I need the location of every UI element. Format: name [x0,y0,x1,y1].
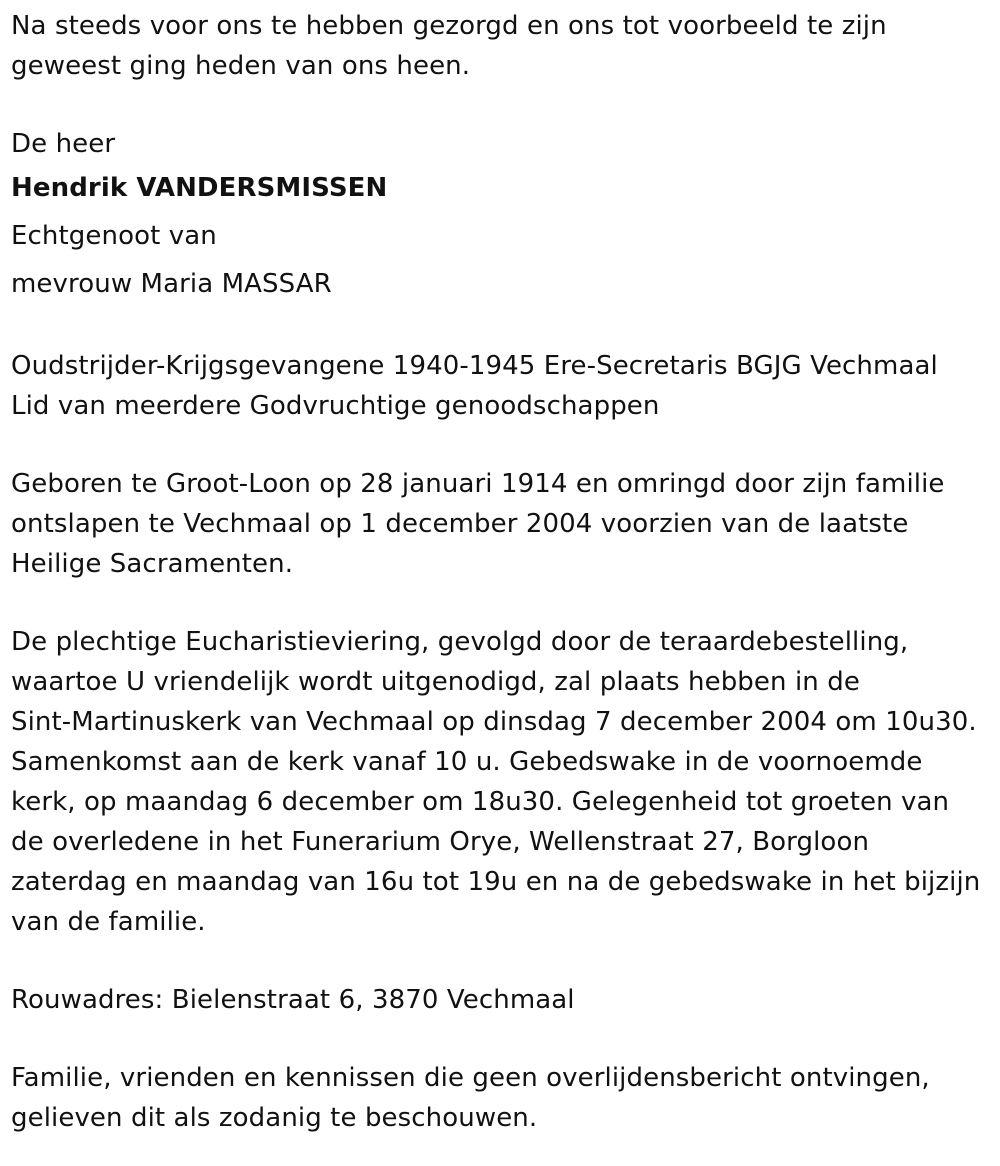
titles-paragraph [11,346,991,426]
ceremony-line: Sint-Martinuskerk van Vechmaal op dinsdag 7 december 2004 om 10u30. [11,707,977,737]
ceremony-line: zaterdag en maandag van 16u tot 19u en na de gebedswake in het bijzijn [11,867,981,897]
closing-paragraph [11,1058,991,1138]
spouse-relation: Echtgenoot van [11,221,217,251]
birth-death-paragraph [11,464,991,584]
title-line: Oudstrijder-Krijgsgevangene 1940-1945 Ere-Secretaris BGJG Vechmaal [11,351,938,381]
ceremony-line: kerk, op maandag 6 december om 18u30. Gelegenheid tot groeten van [11,787,950,817]
ceremony-paragraph [11,622,991,942]
intro-paragraph [11,6,991,86]
mourning-address: Rouwadres: Bielenstraat 6, 3870 Vechmaal [11,985,575,1015]
deceased-name: Hendrik VANDERSMISSEN [11,173,388,203]
birth-death-line: Geboren te Groot-Loon op 28 januari 1914 en omringd door zijn familie [11,469,945,499]
deceased-block [11,124,991,308]
salutation: De heer [11,129,116,159]
closing-line: gelieven dit als zodanig te beschouwen. [11,1103,538,1133]
title-line: Lid van meerdere Godvruchtige genoodschappen [11,391,660,421]
ceremony-line: van de familie. [11,907,206,937]
ceremony-line: Samenkomst aan de kerk vanaf 10 u. Gebedswake in de voornoemde [11,747,923,777]
ceremony-line: waartoe U vriendelijk wordt uitgenodigd, zal plaats hebben in de [11,667,860,697]
birth-death-line: Heilige Sacramenten. [11,549,294,579]
closing-line: Familie, vrienden en kennissen die geen overlijdensbericht ontvingen, [11,1063,930,1093]
ceremony-line: de overledene in het Funerarium Orye, Wellenstraat 27, Borgloon [11,827,870,857]
birth-death-line: ontslapen te Vechmaal op 1 december 2004 voorzien van de laatste [11,509,909,539]
intro-line: geweest ging heden van ons heen. [11,51,471,81]
spouse-name: mevrouw Maria MASSAR [11,269,332,299]
address-paragraph [11,980,991,1020]
intro-line: Na steeds voor ons te hebben gezorgd en ons tot voorbeeld te zijn [11,11,887,41]
ceremony-line: De plechtige Eucharistieviering, gevolgd door de teraardebestelling, [11,627,909,657]
obituary-notice [11,6,991,1138]
